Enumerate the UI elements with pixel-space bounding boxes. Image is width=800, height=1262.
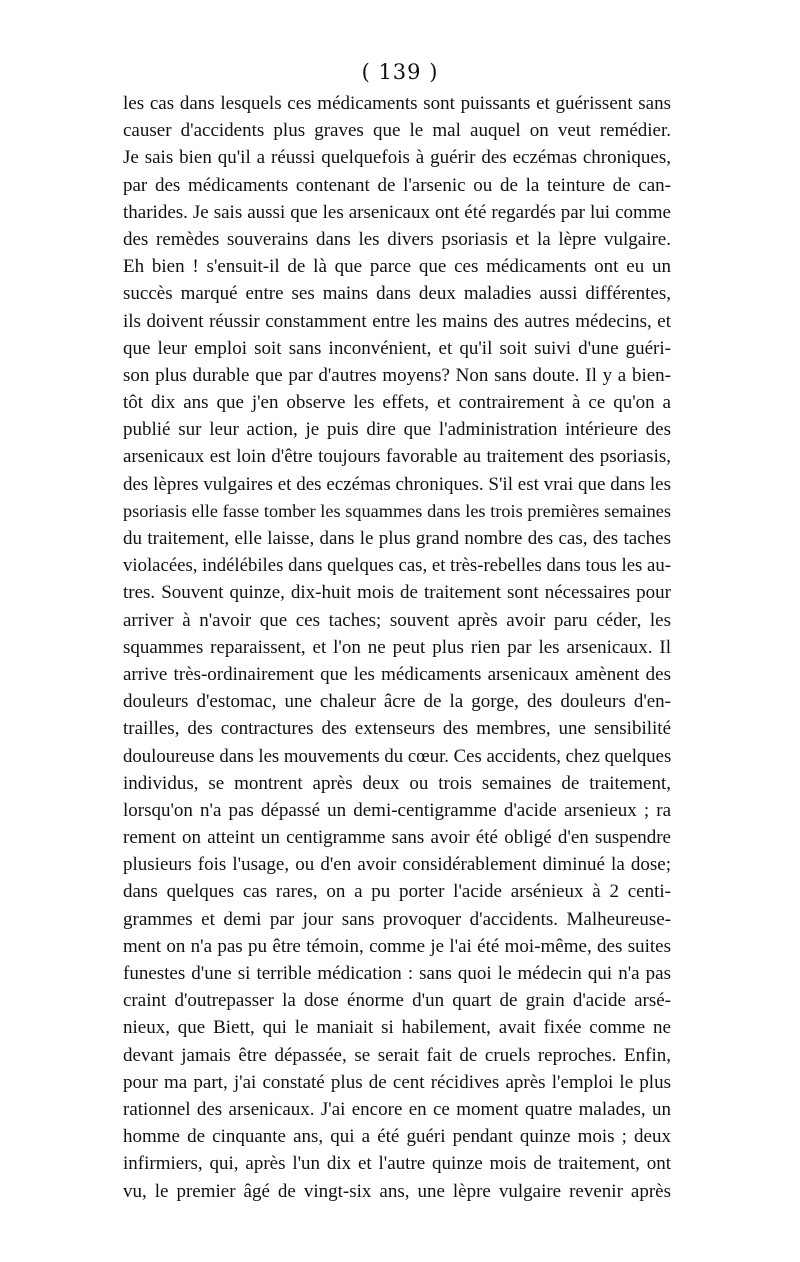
text-line: grammes et demi par jour sans provoquer d'accidents. Malheureuse- (123, 908, 671, 930)
text-line: arsenicaux est loin d'être toujours favorable au traitement des psoriasis, (123, 446, 671, 468)
text-line: succès marqué entre ses mains dans deux maladies aussi différentes, (123, 283, 671, 305)
text-line: douleurs d'estomac, une chaleur âcre de la gorge, des douleurs d'en- (123, 691, 671, 713)
text-line: arriver à n'avoir que ces taches; souvent après avoir paru céder, les (123, 609, 671, 631)
text-line: craint d'outrepasser la dose énorme d'un quart de grain d'acide arsé- (123, 990, 671, 1012)
text-line: trailles, des contractures des extenseurs des membres, une sensibilité (123, 718, 671, 740)
text-line: ment on n'a pas pu être témoin, comme je l'ai été moi-même, des suites (123, 935, 671, 957)
text-line: homme de cinquante ans, qui a été guéri pendant quinze mois ; deux (123, 1126, 671, 1148)
text-line: que leur emploi soit sans inconvénient, et qu'il soit suivi d'une guéri- (123, 337, 671, 359)
page-number: ( 139 ) (361, 60, 439, 84)
text-line: psoriasis elle fasse tomber les squammes dans les trois premières semaines (123, 500, 671, 521)
text-line: rement on atteint un centigramme sans avoir été obligé d'en suspendre (123, 827, 671, 849)
text-line: par des médicaments contenant de l'arsenic ou de la teinture de can- (123, 174, 671, 196)
text-line: son plus durable que par d'autres moyens? Non sans doute. Il y a bien- (123, 364, 671, 386)
text-line: infirmiers, qui, après l'un dix et l'autre quinze mois de traitement, ont (123, 1153, 671, 1175)
text-line: pour ma part, j'ai constaté plus de cent récidives après l'emploi le plus (123, 1071, 671, 1093)
text-line: du traitement, elle laisse, dans le plus grand nombre des cas, des taches (123, 528, 671, 549)
text-line: des lèpres vulgaires et des eczémas chroniques. S'il est vrai que dans les (123, 473, 671, 495)
text-line: plusieurs fois l'usage, ou d'en avoir considérablement diminué la dose; (123, 854, 671, 876)
text-line: rationnel des arsenicaux. J'ai encore en ce moment quatre malades, un (123, 1098, 671, 1120)
text-line: douloureuse dans les mouvements du cœur. Ces accidents, chez quelques (123, 745, 671, 767)
text-line: arrive très-ordinairement que les médicaments arsenicaux amènent des (123, 663, 671, 685)
text-line: individus, se montrent après deux ou trois semaines de traitement, (123, 772, 671, 794)
text-line: causer d'accidents plus graves que le mal auquel on veut remédier. (123, 120, 671, 142)
text-line: des remèdes souverains dans les divers psoriasis et la lèpre vulgaire. (123, 228, 671, 250)
text-line: ils doivent réussir constamment entre les mains des autres médecins, et (123, 310, 671, 332)
text-line: tôt dix ans que j'en observe les effets, et contrairement à ce qu'on a (123, 392, 671, 414)
text-line: Je sais bien qu'il a réussi quelquefois à guérir des eczémas chroniques, (123, 147, 671, 169)
text-line: publié sur leur action, je puis dire que l'administration intérieure des (123, 419, 671, 441)
text-line: les cas dans lesquels ces médicaments sont puissants et guérissent sans (123, 93, 671, 114)
text-line: violacées, indélébiles dans quelques cas, et très-rebelles dans tous les au- (123, 555, 671, 577)
text-line: squammes reparaissent, et l'on ne peut plus rien par les arsenicaux. Il (123, 636, 671, 658)
text-line: vu, le premier âgé de vingt-six ans, une lèpre vulgaire revenir après (123, 1180, 671, 1202)
text-line: devant jamais être dépassée, se serait fait de cruels reproches. Enfin, (123, 1044, 671, 1066)
text-line: funestes d'une si terrible médication : sans quoi le médecin qui n'a pas (123, 963, 671, 984)
text-line: tres. Souvent quinze, dix-huit mois de traitement sont nécessaires pour (123, 582, 671, 604)
text-line: Eh bien ! s'ensuit-il de là que parce que ces médicaments ont eu un (123, 256, 671, 278)
text-line: nieux, que Biett, qui le maniait si habilement, avait fixée comme ne (123, 1017, 671, 1039)
text-line: tharides. Je sais aussi que les arsenicaux ont été regardés par lui comme (123, 201, 671, 223)
text-line: dans quelques cas rares, on a pu porter l'acide arsénieux à 2 centi- (123, 881, 671, 903)
body-text (123, 90, 671, 1205)
text-line: lorsqu'on n'a pas dépassé un demi-centigramme d'acide arsenieux ; ra (123, 799, 671, 821)
